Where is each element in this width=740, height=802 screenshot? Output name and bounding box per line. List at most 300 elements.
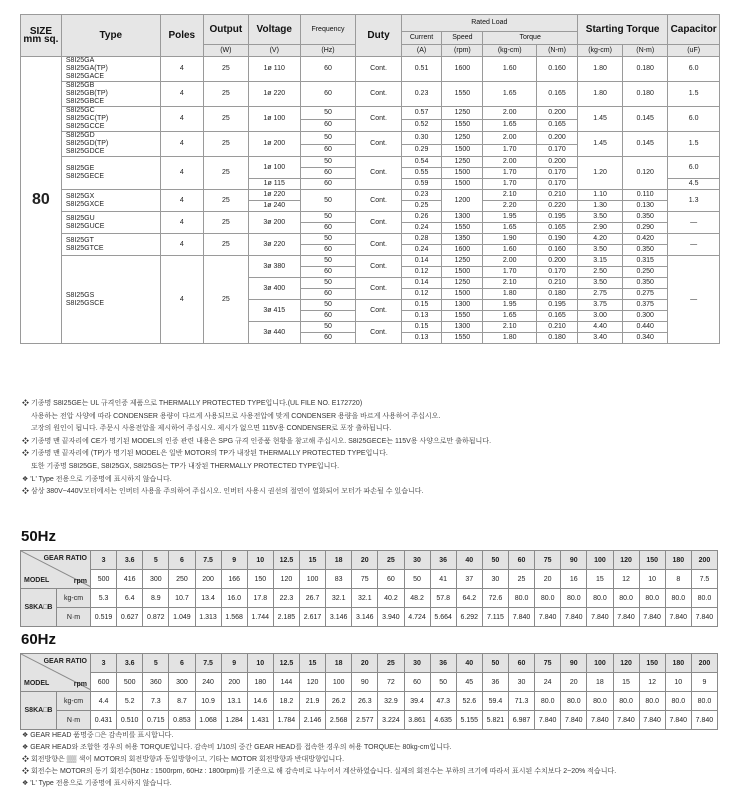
current-value: 0.15 (401, 300, 442, 311)
cell-f: 60 (300, 57, 356, 82)
spec-row (21, 256, 720, 267)
allowable-torque-kgcm: 26.7 (300, 589, 326, 608)
duty-value: Cont. (356, 190, 401, 212)
rpm-value: 240 (195, 673, 221, 692)
allowable-torque-kgcm: 80.0 (639, 692, 665, 711)
rpm-value: 166 (221, 570, 247, 589)
allowable-torque-nm: 0.510 (117, 711, 143, 730)
voltage-value: 1ø 240 (248, 201, 300, 212)
st-nm-value: 0.350 (623, 212, 668, 223)
output-value: 25 (203, 107, 248, 132)
gear-ratio-value: 20 (352, 654, 378, 673)
allowable-torque-nm: 1.568 (221, 608, 247, 627)
rpm-value: 500 (91, 570, 117, 589)
torque-nm-value: 0.200 (537, 157, 578, 168)
gear-ratio-value: 90 (561, 654, 587, 673)
st-nm-value: 0.180 (623, 57, 668, 82)
st-nm-value: 0.145 (623, 107, 668, 132)
allowable-torque-nm: 2.185 (273, 608, 299, 627)
torque-kgcm-value: 1.60 (483, 245, 537, 256)
speed-value: 1250 (442, 157, 483, 168)
st-kgcm-value: 3.40 (577, 333, 622, 344)
torque-kgcm-value: 1.95 (483, 300, 537, 311)
rpm-value: 75 (352, 570, 378, 589)
torque-nm-value: 0.210 (537, 278, 578, 289)
gear-ratio-model-header (21, 551, 91, 589)
nm-label: N·m (57, 608, 91, 627)
rpm-value: 8 (665, 570, 691, 589)
allowable-torque-nm: 2.617 (300, 608, 326, 627)
gear-ratio-value: 120 (613, 551, 639, 570)
allowable-torque-kgcm: 8.7 (169, 692, 195, 711)
gear-ratio-value: 200 (691, 551, 717, 570)
rpm-value: 37 (456, 570, 482, 589)
torque-nm-value: 0.180 (537, 289, 578, 300)
capacitor-value: 6.0 (668, 157, 720, 179)
gear-ratio-value: 200 (691, 654, 717, 673)
duty-value: Cont. (356, 256, 401, 278)
current-value: 0.12 (401, 267, 442, 278)
st-kgcm-value: 3.50 (577, 212, 622, 223)
unit-torque-kgcm: (kg-cm) (483, 45, 537, 57)
speed-value: 1550 (442, 311, 483, 322)
st-nm-value: 0.250 (623, 267, 668, 278)
gear-ratio-value: 30 (404, 551, 430, 570)
gear-table-50hz (20, 550, 718, 627)
rpm-value: 120 (273, 570, 299, 589)
poles-value: 4 (160, 212, 203, 234)
rpm-value: 300 (169, 673, 195, 692)
torque-kgcm-value: 1.65 (483, 223, 537, 234)
st-kgcm-value: 1.45 (577, 107, 622, 132)
torque-nm-value: 0.180 (537, 333, 578, 344)
cell-f: 60 (300, 82, 356, 107)
st-nm-value: 0.440 (623, 322, 668, 333)
gear-ratio-value: 100 (587, 654, 613, 673)
frequency-value: 60 (300, 333, 356, 344)
allowable-torque-nm: 1.784 (273, 711, 299, 730)
rpm-value: 300 (143, 570, 169, 589)
allowable-torque-kgcm: 52.6 (456, 692, 482, 711)
gear-ratio-value: 60 (509, 551, 535, 570)
allowable-torque-kgcm: 80.0 (509, 589, 535, 608)
torque-nm-value: 0.220 (537, 201, 578, 212)
cell-a: 0.51 (401, 57, 442, 82)
st-kgcm-value: 3.50 (577, 245, 622, 256)
speed-value: 1550 (442, 223, 483, 234)
allowable-torque-kgcm: 32.1 (352, 589, 378, 608)
frequency-value: 60 (300, 289, 356, 300)
current-value: 0.14 (401, 278, 442, 289)
rpm-value: 45 (456, 673, 482, 692)
note-line: ❖ 기종명 맨 끝자리에 (TP)가 명기된 MODEL은 일반 MOTOR의 TP가 내장된 THERMALLY PROTECTED TYPE입니다. (22, 450, 388, 458)
rpm-value: 250 (169, 570, 195, 589)
torque-kgcm-value: 2.00 (483, 256, 537, 267)
gear-ratio-value: 36 (430, 654, 456, 673)
gear-ratio-value: 10 (247, 551, 273, 570)
rpm-value: 200 (221, 673, 247, 692)
rpm-value: 600 (91, 673, 117, 692)
capacitor-value: 1.3 (668, 190, 720, 212)
allowable-torque-kgcm: 80.0 (535, 692, 561, 711)
note-line: ❖ GEAR HEAD와 조합한 경우의 허용 TORQUE입니다. 감속비 1/10의 중간 GEAR HEAD를 접속한 경우의 허용 TORQUE는 80kg-cm입니다. (22, 744, 452, 751)
gear-ratio-value: 20 (352, 551, 378, 570)
cell-duty: Cont. (356, 82, 401, 107)
st-kgcm-value: 4.40 (577, 322, 622, 333)
poles-value: 4 (160, 157, 203, 190)
allowable-torque-nm: 7.840 (561, 608, 587, 627)
speed-value: 1300 (442, 212, 483, 223)
allowable-torque-kgcm: 8.9 (143, 589, 169, 608)
allowable-torque-kgcm: 47.3 (430, 692, 456, 711)
note-line: ❖ 'L' Type 전용으로 기종명에 표시하지 않습니다. (22, 475, 172, 483)
allowable-torque-kgcm: 22.3 (273, 589, 299, 608)
frequency-value: 50 (300, 322, 356, 333)
speed-value: 1250 (442, 256, 483, 267)
voltage-value: 3ø 380 (248, 256, 300, 278)
torque-kgcm-value: 1.70 (483, 267, 537, 278)
allowable-torque-nm: 5.821 (482, 711, 508, 730)
st-nm-value: 0.145 (623, 132, 668, 157)
output-value: 25 (203, 132, 248, 157)
gear-ratio-label: GEAR RATIO (43, 555, 87, 562)
allowable-torque-kgcm: 18.2 (273, 692, 299, 711)
note-line: ❖ 기종명 S8I25GE는 UL 규격인증 제품으로 THERMALLY PROTECTED TYPE입니다.(UL FILE NO. E172720) (22, 400, 363, 407)
spec-row (21, 132, 720, 145)
speed-value: 1500 (442, 267, 483, 278)
unit-voltage: (V) (248, 45, 300, 57)
allowable-torque-kgcm: 21.9 (300, 692, 326, 711)
gear-ratio-value: 12.5 (273, 654, 299, 673)
gear-ratio-value: 9 (221, 551, 247, 570)
cell-nm: 0.160 (537, 57, 578, 82)
rpm-value: 180 (247, 673, 273, 692)
gear-ratio-value: 25 (378, 654, 404, 673)
rpm-label: rpm (73, 681, 87, 688)
torque-nm-value: 0.210 (537, 322, 578, 333)
allowable-torque-nm: 5.664 (430, 608, 456, 627)
frequency-value: 50 (300, 300, 356, 311)
rpm-value: 100 (300, 570, 326, 589)
speed-value: 1250 (442, 132, 483, 145)
allowable-torque-kgcm: 80.0 (587, 589, 613, 608)
rpm-value: 24 (535, 673, 561, 692)
speed-value: 1300 (442, 300, 483, 311)
gear-notes (22, 730, 722, 790)
model-type: S8I25GS S8I25GSCE (61, 256, 160, 344)
allowable-torque-nm: 6.292 (456, 608, 482, 627)
duty-value: Cont. (356, 157, 401, 190)
st-kgcm-value: 2.50 (577, 267, 622, 278)
current-value: 0.54 (401, 157, 442, 168)
frequency-value: 50 (300, 132, 356, 145)
st-nm-value: 0.120 (623, 157, 668, 190)
allowable-torque-nm: 7.840 (587, 608, 613, 627)
allowable-torque-kgcm: 80.0 (613, 692, 639, 711)
gear-ratio-value: 36 (430, 551, 456, 570)
header-poles: Poles (160, 15, 203, 57)
rpm-value: 60 (404, 673, 430, 692)
st-nm-value: 0.340 (623, 333, 668, 344)
cell-kgcm: 1.60 (483, 57, 537, 82)
note-line: ❖ 회전수는 MOTOR의 동기 회전수(50Hz : 1500rpm, 60Hz : 1800rpm)를 기준으로 해 감속비로 나누어서 계산하였습니다. 실제의 회전수는 부하의 크기에 따라서 표시된 수치보다 2~20% 적습니다. (22, 768, 617, 775)
frequency-value: 50 (300, 278, 356, 289)
torque-nm-value: 0.210 (537, 190, 578, 201)
st-nm-value: 0.275 (623, 289, 668, 300)
frequency-value: 60 (300, 144, 356, 157)
frequency-value: 60 (300, 168, 356, 179)
voltage-value: 3ø 415 (248, 300, 300, 322)
capacitor-value: 6.0 (668, 57, 720, 82)
model-type: S8I25GX S8I25GXCE (61, 190, 160, 212)
gear-ratio-value: 3.6 (117, 551, 143, 570)
note-line: ❖ 기종명 맨 끝자리에 CE가 명기된 MODEL의 인증 관련 내용은 SPG 규격 인증품 현황을 참고해 주십시오. S8I25GECE는 115V용 사양으로만 출하됩니다. (22, 437, 492, 445)
capacitor-value: 6.0 (668, 107, 720, 132)
torque-nm-value: 0.200 (537, 132, 578, 145)
allowable-torque-kgcm: 40.2 (378, 589, 404, 608)
st-kgcm-value: 2.75 (577, 289, 622, 300)
st-nm-value: 0.350 (623, 245, 668, 256)
allowable-torque-kgcm: 80.0 (691, 589, 717, 608)
rpm-value: 10 (639, 570, 665, 589)
allowable-torque-kgcm: 14.6 (247, 692, 273, 711)
note-line: 사용하는 전압 사양에 따라 CONDENSER 용량이 다르게 사용되므로 사용전압에 맞게 CONDENSER 용량을 바르게 사용하여 주십시오. (31, 412, 441, 420)
capacitor-value: — (668, 234, 720, 256)
cell-duty: Cont. (356, 57, 401, 82)
st-kgcm-value: 3.00 (577, 311, 622, 322)
note-line: 또한 기종명 S8I25GE, S8I25GX, S8I25GS는 TP가 내장된 THERMALLY PROTECTED TYPE입니다. (31, 462, 340, 470)
cell-rpm: 1550 (442, 82, 483, 107)
rpm-value: 12 (639, 673, 665, 692)
capacitor-value: 1.5 (668, 132, 720, 157)
allowable-torque-nm: 7.840 (509, 608, 535, 627)
duty-value: Cont. (356, 322, 401, 344)
section-title-60hz: 60Hz (21, 631, 57, 648)
allowable-torque-nm: 5.155 (456, 711, 482, 730)
st-kgcm-value: 1.80 (577, 82, 622, 107)
voltage-value: 1ø 100 (248, 157, 300, 179)
frequency-value: 50 (300, 212, 356, 223)
spec-row (21, 190, 720, 201)
allowable-torque-kgcm: 17.8 (247, 589, 273, 608)
current-value: 0.15 (401, 322, 442, 333)
voltage-value: 1ø 200 (248, 132, 300, 157)
gear-ratio-value: 90 (561, 551, 587, 570)
frequency-value: 60 (300, 311, 356, 322)
header-voltage: Voltage (248, 15, 300, 45)
cell-rpm: 1600 (442, 57, 483, 82)
st-kgcm-value: 1.45 (577, 132, 622, 157)
rpm-value: 16 (561, 570, 587, 589)
frequency-value: 60 (300, 119, 356, 132)
poles-value: 4 (160, 57, 203, 82)
cell-a: 0.23 (401, 82, 442, 107)
gear-ratio-model-header (21, 654, 91, 692)
duty-value: Cont. (356, 234, 401, 256)
allowable-torque-nm: 7.840 (561, 711, 587, 730)
speed-value: 1500 (442, 168, 483, 179)
allowable-torque-nm: 7.840 (665, 711, 691, 730)
st-nm-value: 0.350 (623, 278, 668, 289)
frequency-value: 50 (300, 157, 356, 168)
size-value: 80 (21, 57, 62, 344)
poles-value: 4 (160, 82, 203, 107)
st-kgcm-value: 1.80 (577, 57, 622, 82)
torque-nm-value: 0.165 (537, 311, 578, 322)
capacitor-value: — (668, 212, 720, 234)
torque-nm-value: 0.170 (537, 168, 578, 179)
allowable-torque-nm: 0.519 (91, 608, 117, 627)
voltage-value: 3ø 440 (248, 322, 300, 344)
cell-v: 1ø 220 (248, 82, 300, 107)
unit-current: (A) (401, 45, 442, 57)
header-current: Current (401, 32, 442, 45)
rpm-value: 83 (326, 570, 352, 589)
st-nm-value: 0.420 (623, 234, 668, 245)
gear-ratio-value: 150 (639, 551, 665, 570)
allowable-torque-kgcm: 6.4 (117, 589, 143, 608)
output-value: 25 (203, 157, 248, 190)
rpm-value: 500 (117, 673, 143, 692)
header-torque: Torque (483, 32, 578, 45)
rpm-value: 25 (509, 570, 535, 589)
allowable-torque-nm: 1.049 (169, 608, 195, 627)
duty-value: Cont. (356, 278, 401, 300)
allowable-torque-kgcm: 80.0 (665, 692, 691, 711)
rpm-value: 9 (691, 673, 717, 692)
torque-kgcm-value: 1.90 (483, 234, 537, 245)
torque-kgcm-value: 2.10 (483, 322, 537, 333)
current-value: 0.12 (401, 289, 442, 300)
allowable-torque-nm: 3.224 (378, 711, 404, 730)
duty-value: Cont. (356, 300, 401, 322)
spec-row (21, 212, 720, 223)
torque-kgcm-value: 1.80 (483, 333, 537, 344)
st-nm-value: 0.130 (623, 201, 668, 212)
model-type: S8I25GB S8I25GB(TP) S8I25GBCE (61, 82, 160, 107)
gear-ratio-value: 180 (665, 551, 691, 570)
st-nm-value: 0.300 (623, 311, 668, 322)
speed-value: 1500 (442, 179, 483, 190)
frequency-value: 60 (300, 267, 356, 278)
torque-nm-value: 0.170 (537, 267, 578, 278)
st-nm-value: 0.110 (623, 190, 668, 201)
current-value: 0.24 (401, 223, 442, 234)
allowable-torque-nm: 3.146 (326, 608, 352, 627)
gear-ratio-value: 75 (535, 551, 561, 570)
gear-ratio-value: 6 (169, 654, 195, 673)
gear-ratio-value: 18 (326, 551, 352, 570)
current-value: 0.55 (401, 168, 442, 179)
rpm-value: 36 (482, 673, 508, 692)
frequency-value: 50 (300, 107, 356, 120)
allowable-torque-kgcm: 80.0 (639, 589, 665, 608)
allowable-torque-kgcm: 32.9 (378, 692, 404, 711)
torque-kgcm-value: 2.00 (483, 107, 537, 120)
voltage-value: 3ø 200 (248, 212, 300, 234)
frequency-value: 60 (300, 223, 356, 234)
gear-ratio-value: 5 (143, 654, 169, 673)
torque-kgcm-value: 1.65 (483, 119, 537, 132)
allowable-torque-nm: 7.840 (613, 711, 639, 730)
allowable-torque-kgcm: 39.4 (404, 692, 430, 711)
unit-st-nm: (N-m) (623, 45, 668, 57)
output-value: 25 (203, 256, 248, 344)
allowable-torque-kgcm: 80.0 (561, 589, 587, 608)
allowable-torque-nm: 4.724 (404, 608, 430, 627)
cell-nm: 0.165 (537, 82, 578, 107)
current-value: 0.57 (401, 107, 442, 120)
spec-row (21, 57, 720, 70)
model-type: S8I25GD S8I25GD(TP) S8I25GDCE (61, 132, 160, 157)
allowable-torque-nm: 4.635 (430, 711, 456, 730)
allowable-torque-kgcm: 16.0 (221, 589, 247, 608)
torque-nm-value: 0.160 (537, 245, 578, 256)
allowable-torque-nm: 1.068 (195, 711, 221, 730)
torque-nm-value: 0.170 (537, 144, 578, 157)
voltage-value: 1ø 220 (248, 190, 300, 201)
torque-kgcm-value: 1.65 (483, 311, 537, 322)
note-line: 고장의 원인이 됩니다. 주문시 사용전압을 제시하여 주십시오. 제시가 없으면 115V용 CONDENSER로 포장 출하됩니다. (31, 425, 392, 433)
speed-value: 1200 (442, 190, 483, 212)
header-duty: Duty (356, 15, 401, 57)
allowable-torque-kgcm: 26.2 (326, 692, 352, 711)
rpm-value: 120 (300, 673, 326, 692)
poles-value: 4 (160, 107, 203, 132)
torque-nm-value: 0.200 (537, 107, 578, 120)
voltage-value: 3ø 220 (248, 234, 300, 256)
torque-kgcm-value: 1.95 (483, 212, 537, 223)
output-value: 25 (203, 190, 248, 212)
gear-ratio-value: 9 (221, 654, 247, 673)
rpm-value: 90 (352, 673, 378, 692)
header-starting-torque: Starting Torque (577, 15, 667, 45)
voltage-value: 3ø 400 (248, 278, 300, 300)
allowable-torque-nm: 1.313 (195, 608, 221, 627)
model-type: S8I25GT S8I25GTCE (61, 234, 160, 256)
gear-table-60hz (20, 653, 718, 730)
torque-kgcm-value: 1.80 (483, 289, 537, 300)
torque-kgcm-value: 2.00 (483, 132, 537, 145)
poles-value: 4 (160, 256, 203, 344)
note-line: ❖ 회전방향은 ▒▒ 색이 MOTOR의 회전방향과 동일방향이고, 기타는 MOTOR 회전방향과 반대방향입니다. (22, 756, 345, 763)
note-line: ❖ 'L' Type 전용으로 기종명에 표시하지 않습니다. (22, 780, 172, 787)
output-value: 25 (203, 234, 248, 256)
allowable-torque-kgcm: 48.2 (404, 589, 430, 608)
spec-row (21, 234, 720, 245)
torque-nm-value: 0.170 (537, 179, 578, 190)
allowable-torque-kgcm: 5.3 (91, 589, 117, 608)
current-value: 0.23 (401, 190, 442, 201)
st-kgcm-value: 1.10 (577, 190, 622, 201)
allowable-torque-nm: 7.840 (691, 608, 717, 627)
allowable-torque-nm: 7.115 (482, 608, 508, 627)
header-rated-load: Rated Load (401, 15, 577, 32)
voltage-value: 1ø 115 (248, 179, 300, 190)
speed-value: 1350 (442, 234, 483, 245)
st-nm-value: 0.315 (623, 256, 668, 267)
frequency-value: 50 (300, 256, 356, 267)
torque-kgcm-value: 2.20 (483, 201, 537, 212)
frequency-value: 50 (300, 190, 356, 212)
gear-ratio-value: 18 (326, 654, 352, 673)
current-value: 0.29 (401, 144, 442, 157)
torque-kgcm-value: 1.70 (483, 179, 537, 190)
duty-value: Cont. (356, 107, 401, 132)
st-kgcm-value: 3.75 (577, 300, 622, 311)
allowable-torque-kgcm: 80.0 (691, 692, 717, 711)
rpm-value: 144 (273, 673, 299, 692)
